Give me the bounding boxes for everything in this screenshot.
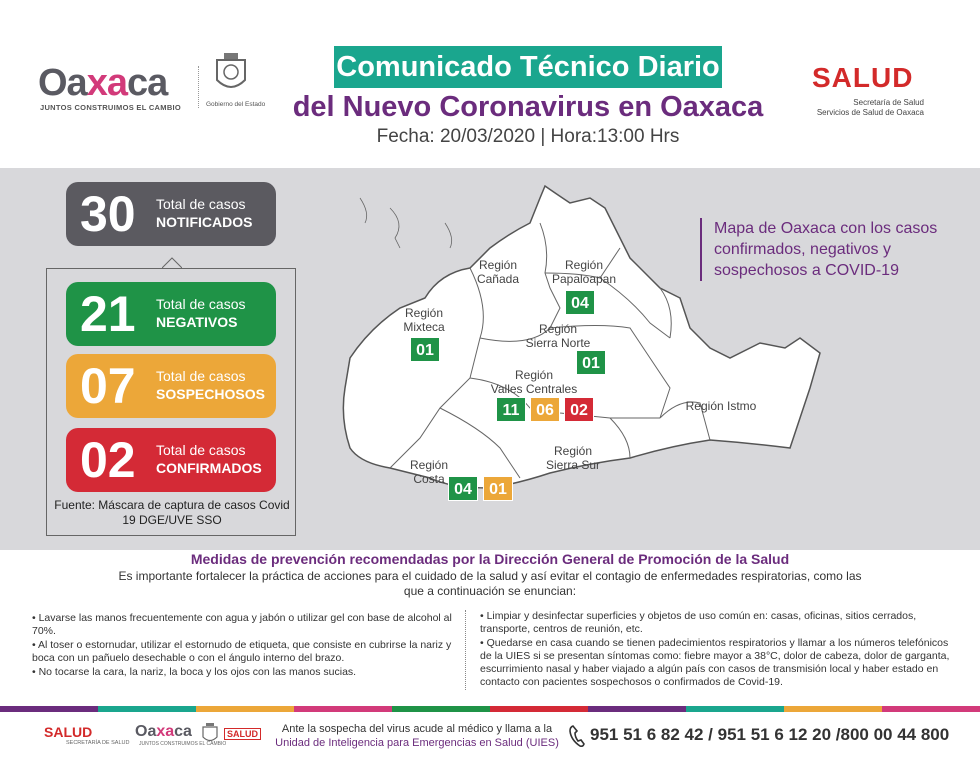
page-title: Comunicado Técnico Diario (334, 46, 722, 88)
footer-text1: Ante la sospecha del virus acude al médico y llama a la (281, 723, 553, 735)
state-seal-icon (213, 52, 249, 96)
footer-salud-small: SALUD (224, 728, 261, 740)
region-istmo-label: Región Istmo (685, 399, 757, 413)
stat-suspected (66, 354, 276, 418)
badge-papaloapan-negative: 04 (565, 290, 595, 315)
prevention-title: Medidas de prevención recomendadas por la Dirección General de Promoción de la Salud (190, 551, 790, 567)
date-time: Fecha: 20/03/2020 | Hora:13:00 Hrs (376, 126, 680, 147)
oaxaca-tagline: JUNTOS CONSTRUIMOS EL CAMBIO (40, 103, 182, 112)
page-subtitle: del Nuevo Coronavirus en Oaxaca (292, 91, 764, 123)
badge-valles-negative: 11 (496, 397, 526, 422)
prevention-intro: Es importante fortalecer la práctica de acciones para el cuidado de la salud y así evitar el contagio de enfermedades respiratorias, como las que a continuación se enuncian: (118, 569, 862, 598)
region-canada-label: Región Cañada (476, 258, 520, 286)
stat-label: Total de casos (156, 442, 246, 458)
list-item: • Quedarse en casa cuando se tienen padecimientos respiratorios y llamar a los números telefónicos de la UIES si se presentan síntomas como: fiebre mayor a 38°C, dolor de cabeza, dolor de garganta, escurrimiento nasal y haber viajado a algún país con casos de transmisión local y haber estado en contacto con pacientes sospechosos o confirmados de Covid-19. (480, 637, 950, 688)
source-note: Fuente: Máscara de captura de casos Covid 19 DGE/UVE SSO (54, 498, 290, 527)
footer-salud-sub: SECRETARÍA DE SALUD (66, 740, 130, 746)
stat-label: Total de casos (156, 296, 246, 312)
region-valles-label: Región Valles Centrales (490, 368, 578, 396)
footer-seal-icon (201, 723, 219, 745)
stat-notified (66, 182, 276, 246)
stat-label-bold: NEGATIVOS (156, 314, 238, 330)
phone-icon (568, 724, 586, 748)
logo-divider (198, 66, 199, 108)
region-papaloapan-label: Región Papaloapan (551, 258, 617, 286)
phone-numbers[interactable]: 951 51 6 82 42 / 951 51 6 12 20 /800 00 44 800 (590, 725, 950, 744)
badge-sierra-norte-negative: 01 (576, 350, 606, 375)
map-title: Mapa de Oaxaca con los casos confirmados, negativos y sospechosos a COVID-19 (700, 218, 940, 281)
badge-costa-negative: 04 (448, 476, 478, 501)
stat-value: 21 (80, 286, 136, 342)
region-costa-label: Región Costa (409, 458, 449, 486)
list-item: • Al toser o estornudar, utilizar el estornudo de etiqueta, que consiste en cubrirse la nariz y boca con un pañuelo desechable o con el ángulo interno del brazo. (32, 639, 452, 664)
prevention-list-left (32, 612, 452, 680)
stat-label-bold: NOTIFICADOS (156, 214, 253, 230)
salud-sub1: Secretaría de Salud (853, 98, 924, 107)
stat-label-bold: CONFIRMADOS (156, 460, 262, 476)
stat-label-bold: SOSPECHOSOS (156, 386, 265, 402)
salud-logo: SALUD (812, 62, 914, 93)
list-item: • Lavarse las manos frecuentemente con agua y jabón o utilizar gel con base de alcohol al 70%. (32, 612, 452, 637)
footer-text2: Unidad de Inteligencia para Emergencias en Salud (UIES) (275, 737, 559, 749)
footer-oaxaca-sub: JUNTOS CONSTRUIMOS EL CAMBIO (139, 741, 227, 747)
header (0, 0, 980, 168)
region-mixteca-label: Región Mixteca (403, 306, 445, 334)
stat-value: 30 (80, 186, 136, 242)
stat-value: 07 (80, 358, 136, 414)
salud-sub2: Servicios de Salud de Oaxaca (816, 108, 924, 117)
stat-value: 02 (80, 432, 136, 488)
prevention-list-right (480, 610, 955, 690)
oaxaca-logo: Oaxaca (38, 62, 168, 104)
column-divider (465, 610, 466, 690)
list-item: • Limpiar y desinfectar superficies y objetos de uso común en: casas, oficinas, sitios cerrados, transporte, centros de reunión, etc. (480, 610, 917, 635)
notch (162, 257, 182, 269)
badge-valles-suspected: 06 (530, 397, 560, 422)
gov-label: Gobierno del Estado (206, 101, 266, 108)
stat-label: Total de casos (156, 196, 246, 212)
stat-negative (66, 282, 276, 346)
list-item: • No tocarse la cara, la nariz, la boca y los ojos con las manos sucias. (32, 666, 357, 678)
badge-costa-suspected: 01 (483, 476, 513, 501)
badge-mixteca-negative: 01 (410, 337, 440, 362)
footer-oaxaca-logo: Oaxaca (135, 723, 192, 740)
region-sierra-norte-label: Región Sierra Norte (525, 322, 591, 350)
footer-salud-logo: SALUD (44, 724, 93, 740)
region-sierra-sur-label: Región Sierra Sur (545, 444, 601, 472)
stat-confirmed (66, 428, 276, 492)
stat-label: Total de casos (156, 368, 246, 384)
badge-valles-confirmed: 02 (564, 397, 594, 422)
